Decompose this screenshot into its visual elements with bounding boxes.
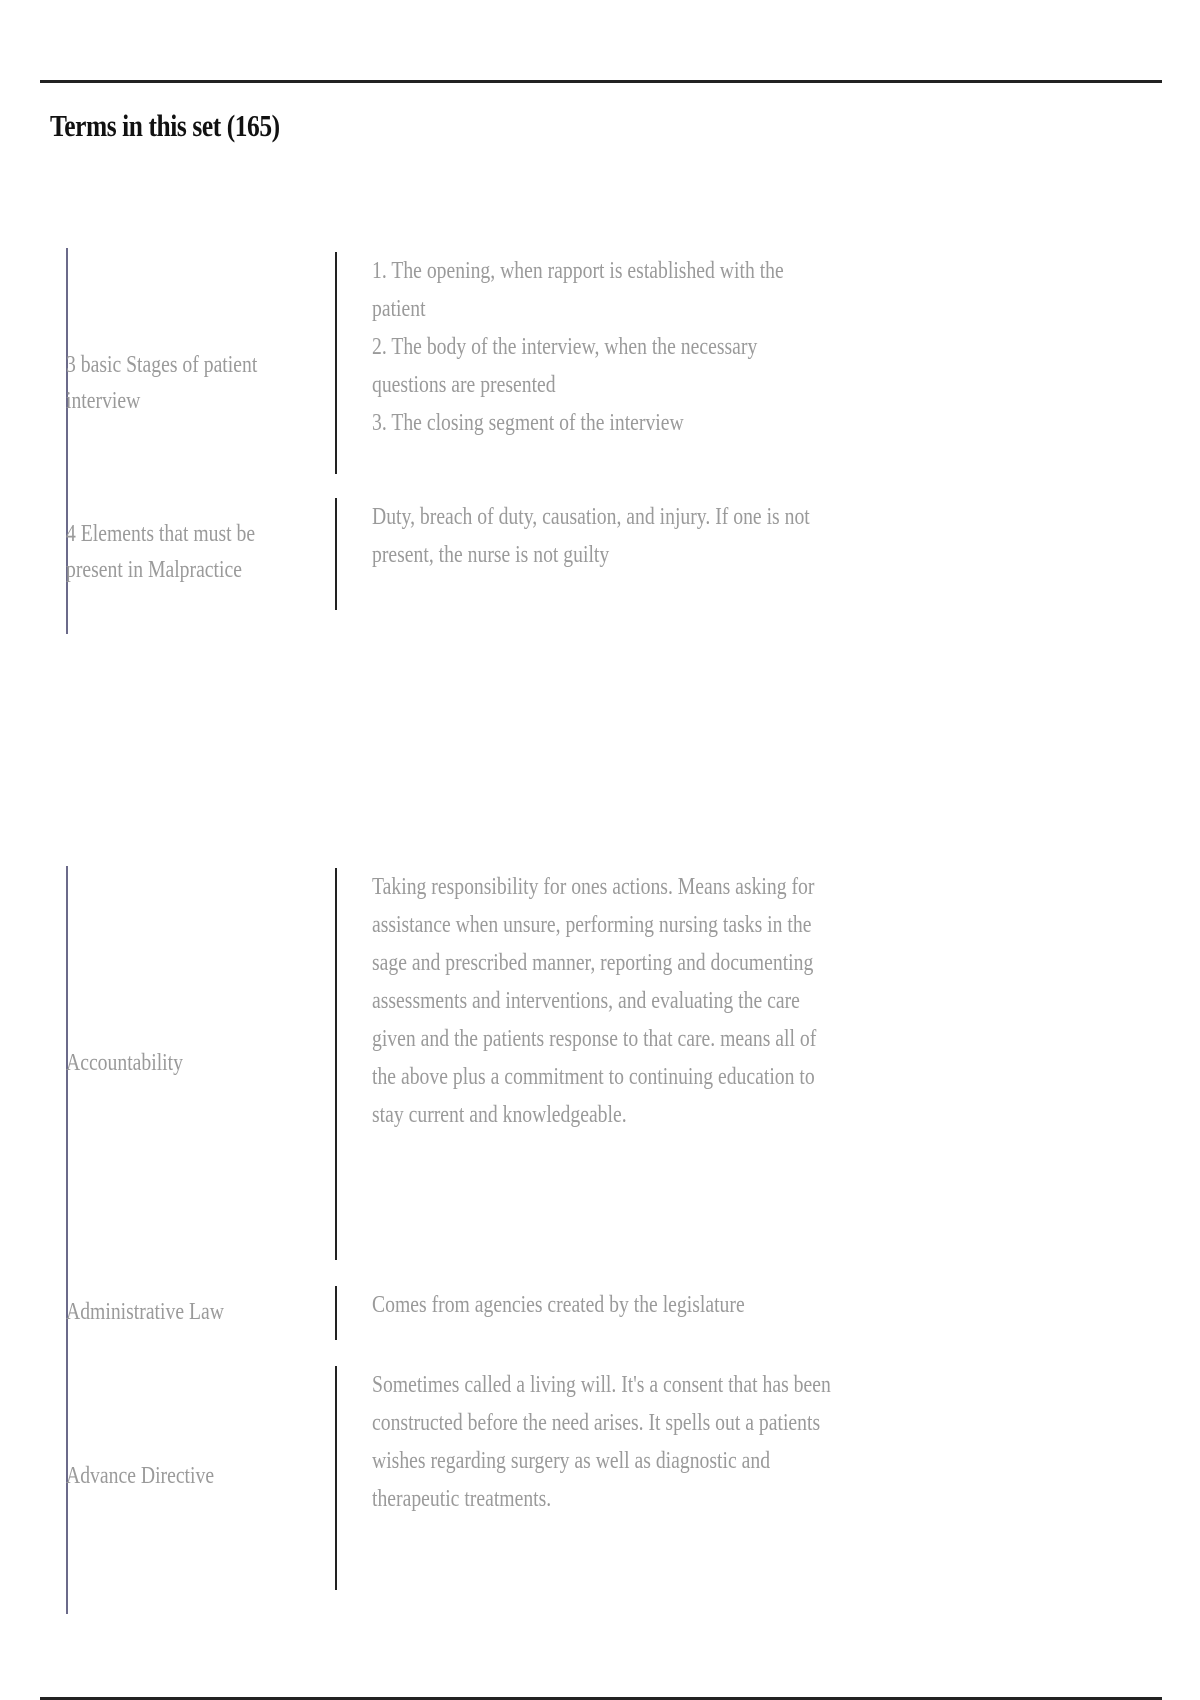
card-divider [335, 252, 337, 474]
definition-text: 1. The opening, when rapport is established with the patient 2. The body of the interview, when the necessary questions are presented 3. The closing segment of the interview [372, 258, 784, 436]
card-divider [335, 1286, 337, 1340]
definition-text: Comes from agencies created by the legislature [372, 1292, 745, 1318]
term-card [0, 252, 1200, 474]
term-card [0, 498, 1200, 610]
top-rule [40, 80, 1162, 83]
term-text: 3 basic Stages of patient interview [66, 352, 258, 414]
term-card [0, 1286, 1200, 1340]
definition-text: Duty, breach of duty, causation, and injury. If one is not present, the nurse is not guilty [372, 504, 810, 568]
term-text: Accountability [66, 1050, 183, 1076]
card-divider [335, 868, 337, 1260]
term-text: 4 Elements that must be present in Malpractice [66, 521, 256, 583]
card-divider [335, 1366, 337, 1590]
card-divider [335, 498, 337, 610]
definition-text: Sometimes called a living will. It's a consent that has been constructed before the need arises. It spells out a patients wishes regarding surgery as well as diagnostic and therapeutic treatments. [372, 1372, 831, 1512]
term-text: Administrative Law [66, 1299, 224, 1325]
definition-text: Taking responsibility for ones actions. Means asking for assistance when unsure, performing nursing tasks in the sage and prescribed manner, reporting and documenting assessments and interventions, and evaluating the care given and the patients response to that care. means all of the above plus a commitment to continuing education to stay current and knowledgeable. [372, 874, 817, 1128]
term-card [0, 868, 1200, 1260]
set-title: Terms in this set (165) [50, 108, 280, 143]
term-text: Advance Directive [66, 1463, 215, 1489]
term-card [0, 1366, 1200, 1590]
